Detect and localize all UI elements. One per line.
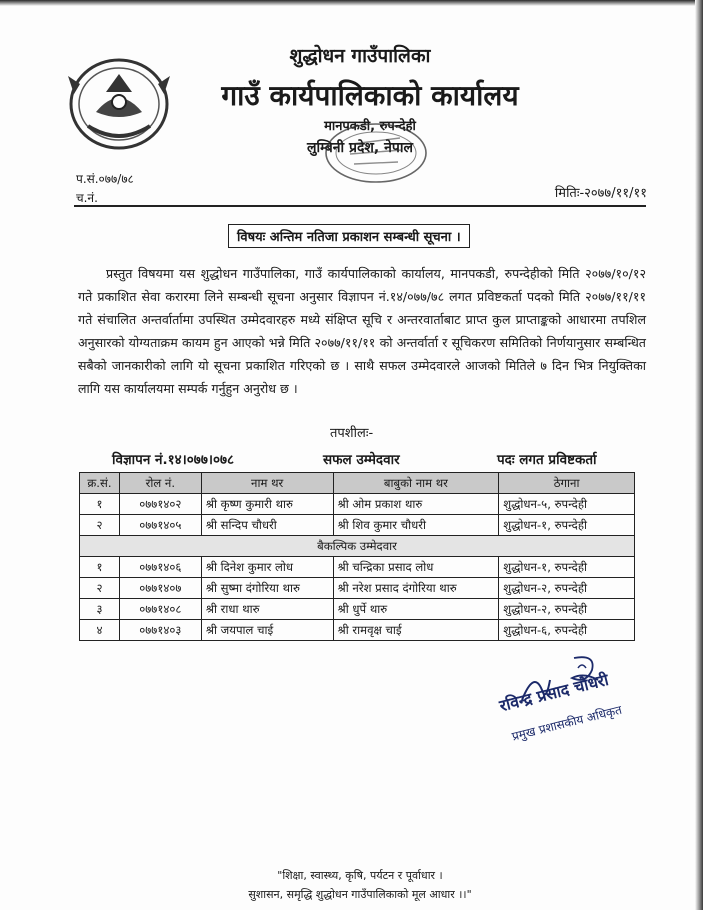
table-row — [80, 557, 635, 578]
cell-roll: ०७७१४०६ — [119, 557, 201, 578]
cell-address: शुद्धोधन-६, रुपन्देही — [499, 620, 635, 641]
table-row — [80, 620, 635, 641]
office-address: मानपकडी, रुपन्देही — [324, 119, 416, 134]
table-row — [80, 494, 635, 515]
table-header-row — [80, 473, 635, 494]
cell-roll: ०७७१४०५ — [119, 515, 201, 536]
cell-roll: ०७७१४०८ — [119, 599, 201, 620]
candidate-category: सफल उम्मेदवार — [323, 452, 400, 468]
cell-roll: ०७७१४०७ — [119, 578, 201, 599]
alternate-section-row — [80, 536, 635, 557]
header-roll-number: रोल नं. — [119, 473, 201, 494]
cell-name: श्री राधा थारु — [201, 599, 333, 620]
cell-name: श्री सुष्मा दंगोरिया थारु — [201, 578, 333, 599]
table-row — [80, 515, 635, 536]
post-title: पदः लगत प्रविष्टकर्ता — [497, 452, 597, 468]
header-divider — [74, 205, 646, 207]
cell-father: श्री धुर्पे थारु — [333, 599, 499, 620]
details-label: तपशीलः- — [330, 426, 374, 441]
cell-father: श्री चन्द्रिका प्रसाद लोध — [333, 557, 499, 578]
table-row — [80, 599, 635, 620]
cell-address: शुद्धोधन-१, रुपन्देही — [499, 515, 635, 536]
notice-subject: विषयः अन्तिम नतिजा प्रकाशन सम्बन्धी सूचना । — [228, 224, 470, 248]
notice-date: मितिः-२०७७/११/११ — [554, 186, 647, 201]
cell-address: शुद्धोधन-५, रुपन्देही — [499, 494, 635, 515]
cell-name: श्री दिनेश कुमार लोध — [201, 557, 333, 578]
cell-name: श्री जयपाल चाई — [201, 620, 333, 641]
reference-number: प.सं.०७७/७८ — [76, 172, 134, 186]
cell-serial: १ — [80, 494, 120, 515]
nepal-emblem-icon — [66, 54, 172, 154]
cell-serial: ३ — [80, 599, 120, 620]
scan-edge-right — [695, 0, 703, 910]
header-address: ठेगाना — [499, 473, 635, 494]
dispatch-number: च.नं. — [76, 191, 98, 205]
cell-serial: २ — [80, 515, 120, 536]
cell-roll: ०७७१४०३ — [119, 620, 201, 641]
cell-father: श्री ओम प्रकाश थारु — [333, 494, 499, 515]
cell-serial: ४ — [80, 620, 120, 641]
advertisement-number: विज्ञापन नं.१४।०७७।०७८ — [112, 452, 235, 468]
cell-father: श्री शिव कुमार चौधरी — [333, 515, 499, 536]
results-table — [79, 472, 635, 641]
cell-name: श्री सन्दिप चौधरी — [201, 515, 333, 536]
cell-address: शुद्धोधन-२, रुपन्देही — [499, 578, 635, 599]
footer-motto-line1: "शिक्षा, स्वास्थ्य, कृषि, पर्यटन र पूर्वाधार । — [277, 869, 443, 882]
office-name: गाउँ कार्यपालिकाको कार्यालय — [221, 79, 519, 112]
cell-serial: १ — [80, 557, 120, 578]
cell-serial: २ — [80, 578, 120, 599]
signatory-title: प्रमुख प्रशासकीय अधिकृत — [510, 702, 624, 744]
municipality-name: शुद्धोधन गाउँपालिका — [289, 45, 431, 67]
scan-edge-top — [0, 0, 703, 6]
cell-name: श्री कृष्ण कुमारी थारु — [201, 494, 333, 515]
header-serial: क्र.सं. — [80, 473, 120, 494]
header-name: नाम थर — [201, 473, 333, 494]
signatory-name: रविन्द्र प्रसाद चौधरी — [497, 669, 611, 716]
cell-roll: ०७७१४०२ — [119, 494, 201, 515]
header-father-name: बाबुको नाम थर — [333, 473, 499, 494]
office-province: लुम्बिनी प्रदेश, नेपाल — [307, 140, 413, 156]
cell-address: शुद्धोधन-२, रुपन्देही — [499, 599, 635, 620]
alternate-section-label: बैकल्पिक उम्मेदवार — [80, 536, 635, 557]
office-seal-stamp-icon — [322, 120, 430, 186]
footer-motto-line2: सुशासन, समृद्धि शुद्धोधन गाउँपालिकाको मूल आधार ।।" — [248, 888, 472, 901]
cell-address: शुद्धोधन-१, रुपन्देही — [499, 557, 635, 578]
table-row — [80, 578, 635, 599]
notice-body: प्रस्तुत विषयमा यस शुद्धोधन गाउँपालिका, गाउँ कार्यपालिकाको कार्यालय, मानपकडी, रुपन्देहीको मिति २०७७/१०/१२ गते प्रकाशित सेवा करारमा लिने सम्बन्धी सूचना अनुसार विज्ञापन नं.१४/०७७/७८ लगत प्रविष्टकर्ता पदको मिति २०७७/११/११ गते संचालित अन्तर्वार्तामा उपस्थित उम्मेदवारहरु मध्ये संक्षिप्त सूचि र अन्तरवार्ताबाट प्राप्त कुल प्राप्ताङ्कको आधारमा तपशिल अनुसारको योग्यताक्रम कायम हुन आएको भन्ने मिति २०७७/११/११ को अन्तर्वार्ता र सूचिकरण समितिको निर्णयानुसार सम्बन्धित सबैको जानकारीको लागि यो सूचना प्रकाशित गरिएको छ । साथै सफल उम्मेदवारले आजको मितिले ७ दिन भित्र नियुक्तिका लागि यस कार्यालयमा सम्पर्क गर्नुहुन अनुरोध छ । — [78, 266, 646, 396]
cell-father: श्री रामवृक्ष चाई — [333, 620, 499, 641]
cell-father: श्री नरेश प्रसाद दंगोरिया थारु — [333, 578, 499, 599]
